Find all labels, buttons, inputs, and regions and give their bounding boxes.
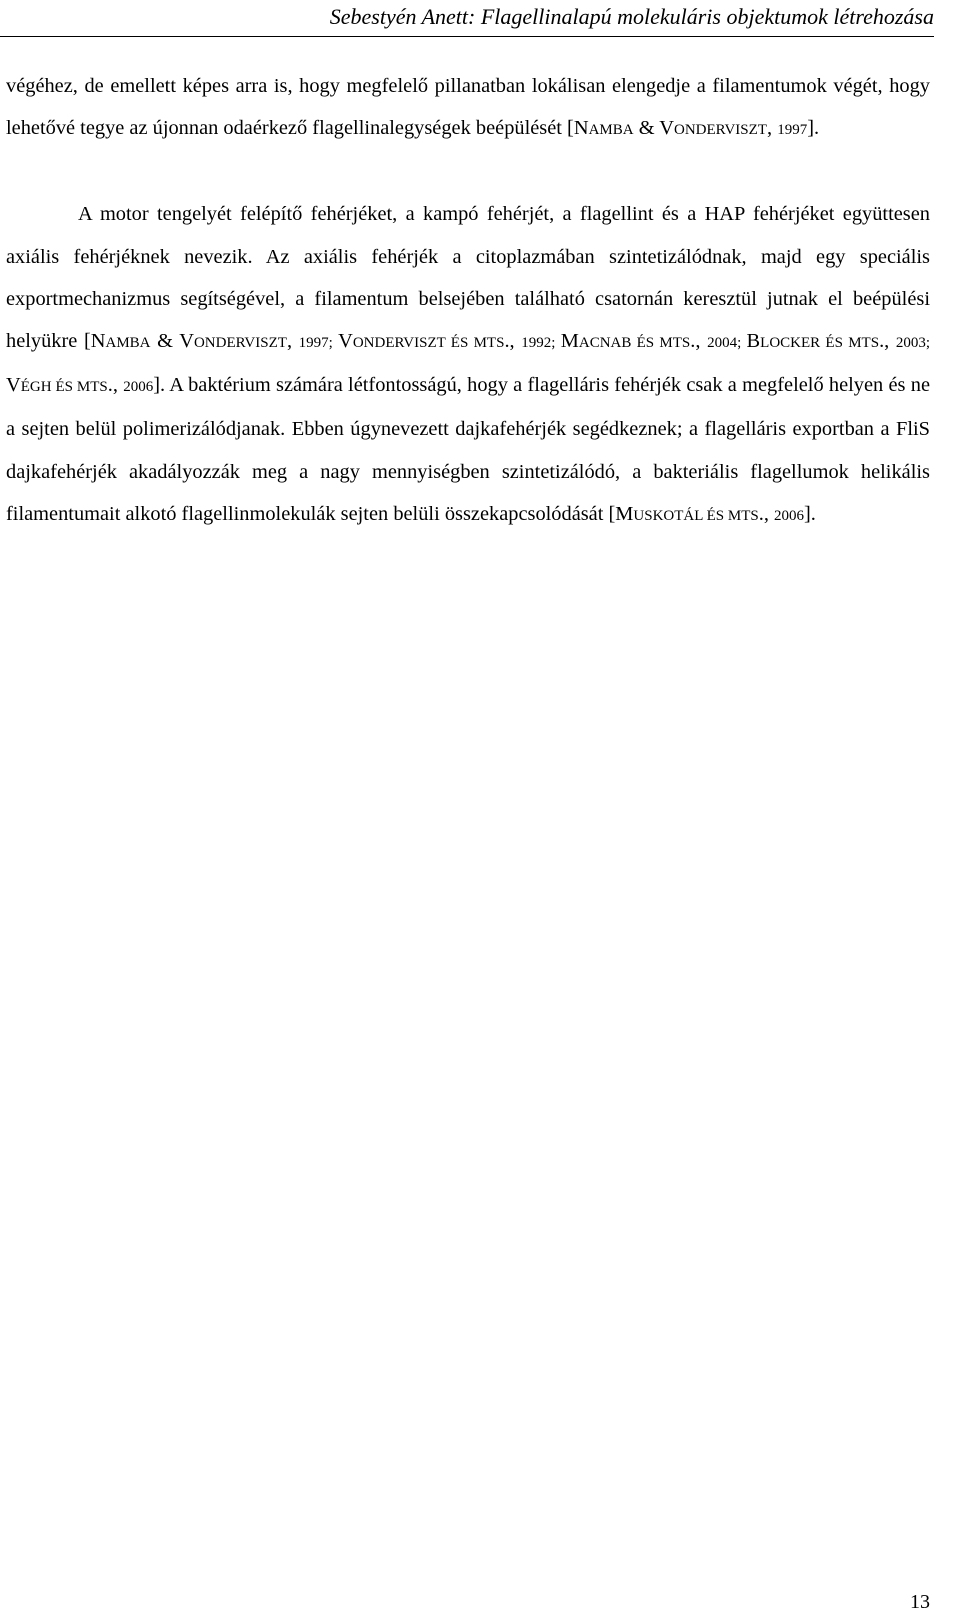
text-run: & V	[633, 117, 675, 140]
text-run: V	[338, 330, 353, 353]
citation-smallcaps: 1997;	[298, 335, 339, 352]
text-run: ]. A baktérium számára létfontosságú, hogy a flagelláris fehérjék csak a megfelelő helyen és ne a sejten belül polimerizálódjanak. Ebben úgynevezett dajkafehérjék segédkeznek; a flagelláris exportban a FliS dajkafehérjék akadályozzák meg a nagy mennyiségben szintetizálódó, a bakteriális flagellumok helikális filamentumait alkotó flagellinmolekulák sejten belüli összekapcsolódását [M	[6, 374, 930, 525]
text-run: .,	[879, 330, 896, 353]
text-run: ,	[766, 117, 778, 140]
text-run: ].	[807, 117, 820, 140]
citation-smallcaps: ONDERVISZT ÉS MTS	[352, 335, 505, 352]
citation-smallcaps: LOCKER ÉS MTS	[760, 335, 880, 352]
body-text	[6, 65, 930, 537]
text-run: ,	[286, 330, 299, 353]
text-run: végéhez, de emellett képes arra is, hogy megfelelő pillanatban lokálisan elengedje a filamentumok végét, hogy lehetővé tegye az újonnan odaérkező flagellinalegységek beépülését [N	[6, 75, 930, 140]
text-run: M	[560, 330, 579, 353]
text-run: ].	[804, 502, 816, 525]
running-header	[0, 0, 934, 37]
citation-smallcaps: 2006	[774, 507, 805, 524]
citation-smallcaps: 2004;	[707, 335, 747, 352]
text-run: .,	[107, 374, 124, 397]
citation-smallcaps: ÉGH ÉS MTS	[20, 379, 108, 396]
citation-smallcaps: AMBA	[105, 335, 151, 352]
citation-smallcaps: USKOTÁL ÉS MTS	[633, 507, 759, 524]
citation-smallcaps: 1992;	[521, 335, 561, 352]
citation-smallcaps: ONDERVISZT	[674, 122, 767, 139]
citation-smallcaps: 1997	[777, 122, 808, 139]
text-run: .,	[504, 330, 522, 353]
page-number: 13	[910, 1591, 930, 1613]
citation-smallcaps: ACNAB ÉS MTS	[578, 335, 691, 352]
citation-smallcaps: AMBA	[588, 122, 634, 139]
text-run: .,	[758, 502, 775, 525]
text-run: V	[6, 374, 21, 397]
paragraph-2	[6, 193, 930, 537]
text-run: .,	[690, 330, 708, 353]
text-run: & V	[150, 330, 194, 353]
citation-smallcaps: ONDERVISZT	[193, 335, 287, 352]
paragraph-1	[6, 65, 930, 151]
text-run: B	[746, 330, 761, 353]
text-run: A motor tengelyét felépítő fehérjéket, a kampó fehérjét, a flagellint és a HAP fehérjéket együttesen axiális fehérjéknek nevezik. Az axiális fehérjék a citoplazmában szintetizálódnak, majd egy speciális exportmechanizmus segítségével, a filamentum belsejében található csatornán keresztül jutnak el beépülési helyükre [N	[6, 203, 930, 353]
citation-smallcaps: 2003;	[895, 335, 931, 352]
citation-smallcaps: 2006	[123, 379, 154, 396]
running-title: Sebestyén Anett: Flagellinalapú molekuláris objektumok létrehozása	[329, 4, 934, 29]
